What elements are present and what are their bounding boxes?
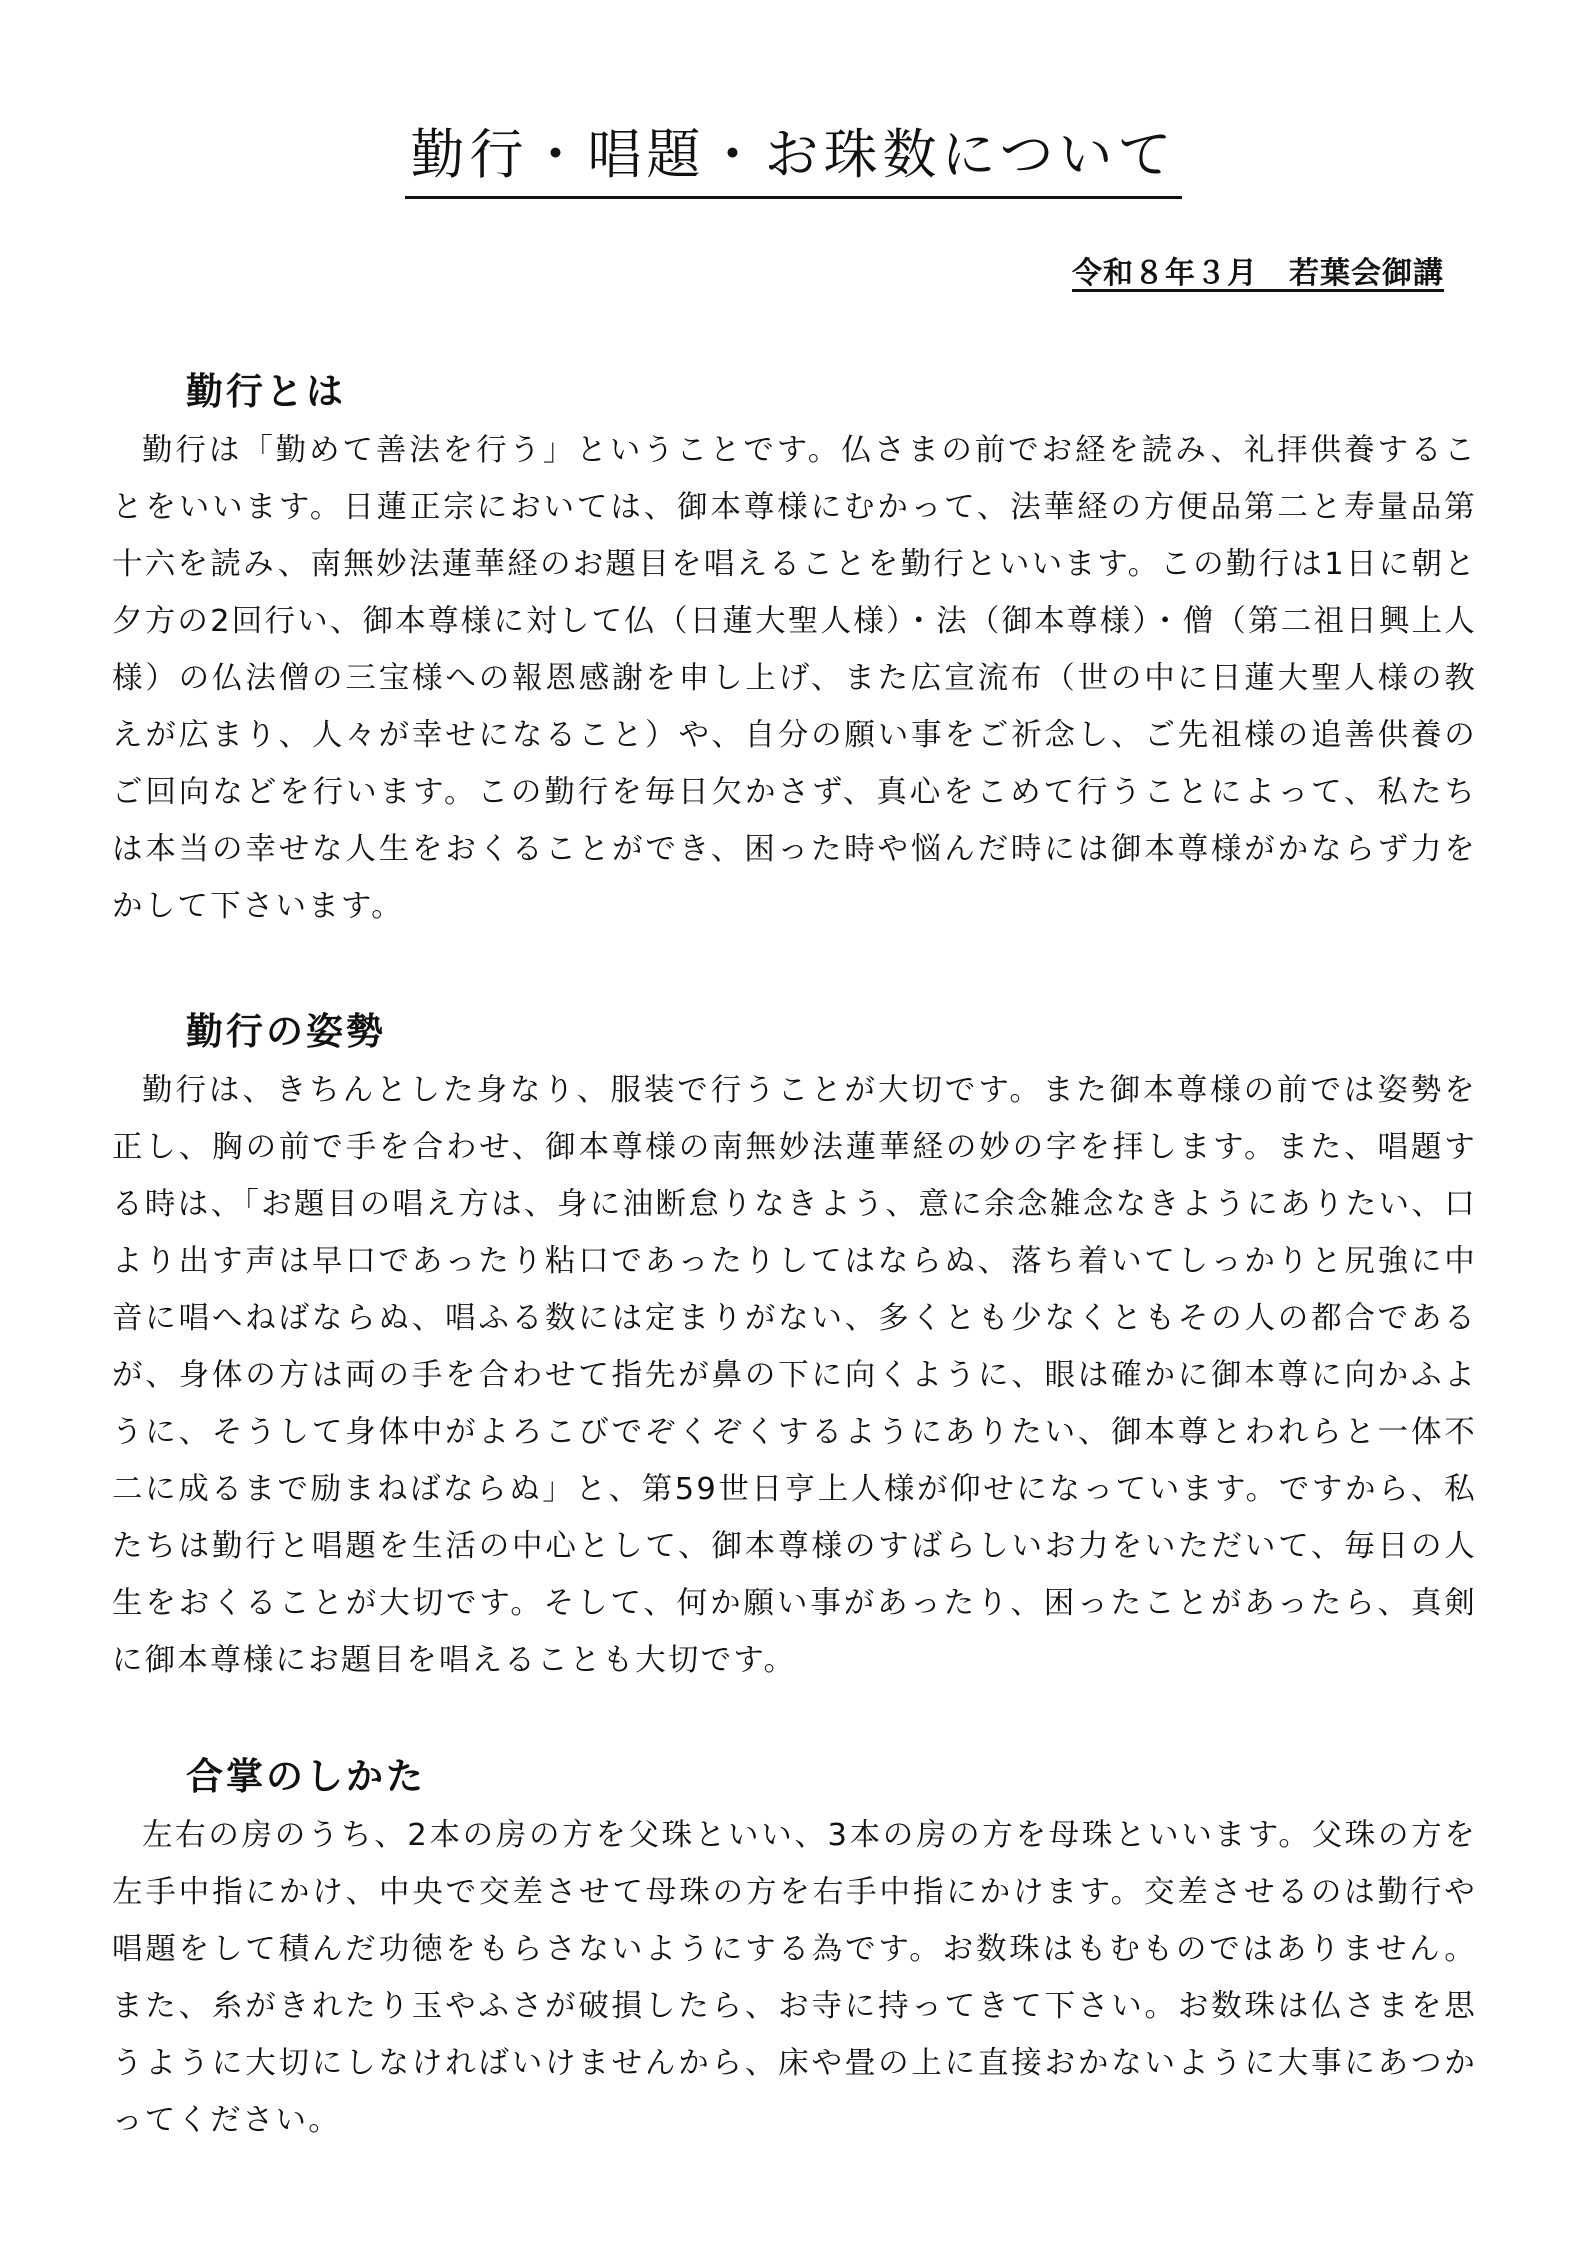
- section-gongyo: [112, 368, 1477, 935]
- section-body: 勤行は「勤めて善法を行う」ということです。仏さまの前でお経を読み、礼拝供養することをいいます。日蓮正宗においては、御本尊様にむかって、法華経の方便品第二と寿量品第十六を読み、南無妙法蓮華経のお題目を唱えることを勤行といいます。この勤行は1日に朝と夕方の2回行い、御本尊様に対して仏（日蓮大聖人様）・法（御本尊様）・僧（第二祖日興上人様）の仏法僧の三宝様への報恩感謝を申し上げ、また広宣流布（世の中に日蓮大聖人様の教えが広まり、人々が幸せになること）や、自分の願い事をご祈念し、ご先祖様の追善供養のご回向などを行います。この勤行を毎日欠かさず、真心をこめて行うことによって、私たちは本当の幸せな人生をおくることができ、困った時や悩んだ時には御本尊様がかならず力をかして下さいます。: [112, 433, 1477, 924]
- section-gassho: [112, 1753, 1477, 2149]
- title-text: 勤行・唱題・お珠数について: [405, 128, 1183, 199]
- date-author-line: 令和８年３月 若葉会御講: [1072, 256, 1444, 291]
- section-posture: [112, 1008, 1477, 1689]
- section-heading: 勤行の姿勢: [186, 1010, 386, 1053]
- section-heading: 合掌のしかた: [186, 1755, 426, 1798]
- document-title: [0, 123, 1587, 199]
- section-body: 左右の房のうち、2本の房の方を父珠といい、3本の房の方を母珠といいます。父珠の方を左手中指にかけ、中央で交差させて母珠の方を右手中指にかけます。交差させるのは勤行や唱題をして積んだ功徳をもらさないようにする為です。お数珠はもむものではありません。また、糸がきれたり玉やふさが破損したら、お寺に持ってきて下さい。お数珠は仏さまを思うように大切にしなければいけませんから、床や畳の上に直接おかないように大事にあつかってください。: [112, 1818, 1477, 2138]
- section-body: 勤行は、きちんとした身なり、服装で行うことが大切です。また御本尊様の前では姿勢を正し、胸の前で手を合わせ、御本尊様の南無妙法蓮華経の妙の字を拝します。また、唱題する時は、「お題目の唱え方は、身に油断怠りなきよう、意に余念雑念なきようにありたい、口より出す声は早口であったり粘口であったりしてはならぬ、落ち着いてしっかりと尻強に中音に唱へねばならぬ、唱ふる数には定まりがない、多くとも少なくともその人の都合であるが、身体の方は両の手を合わせて指先が鼻の下に向くように、眼は確かに御本尊に向かふように、そうして身体中がよろこびでぞくぞくするようにありたい、御本尊とわれらと一体不二に成るまで励まねばならぬ」と、第59世日亨上人様が仰せになっています。ですから、私たちは勤行と唱題を生活の中心として、御本尊様のすばらしいお力をいただいて、毎日の人生をおくることが大切です。そして、何か願い事があったり、困ったことがあったら、真剣に御本尊様にお題目を唱えることも大切です。: [112, 1073, 1477, 1678]
- section-heading: 勤行とは: [186, 370, 346, 413]
